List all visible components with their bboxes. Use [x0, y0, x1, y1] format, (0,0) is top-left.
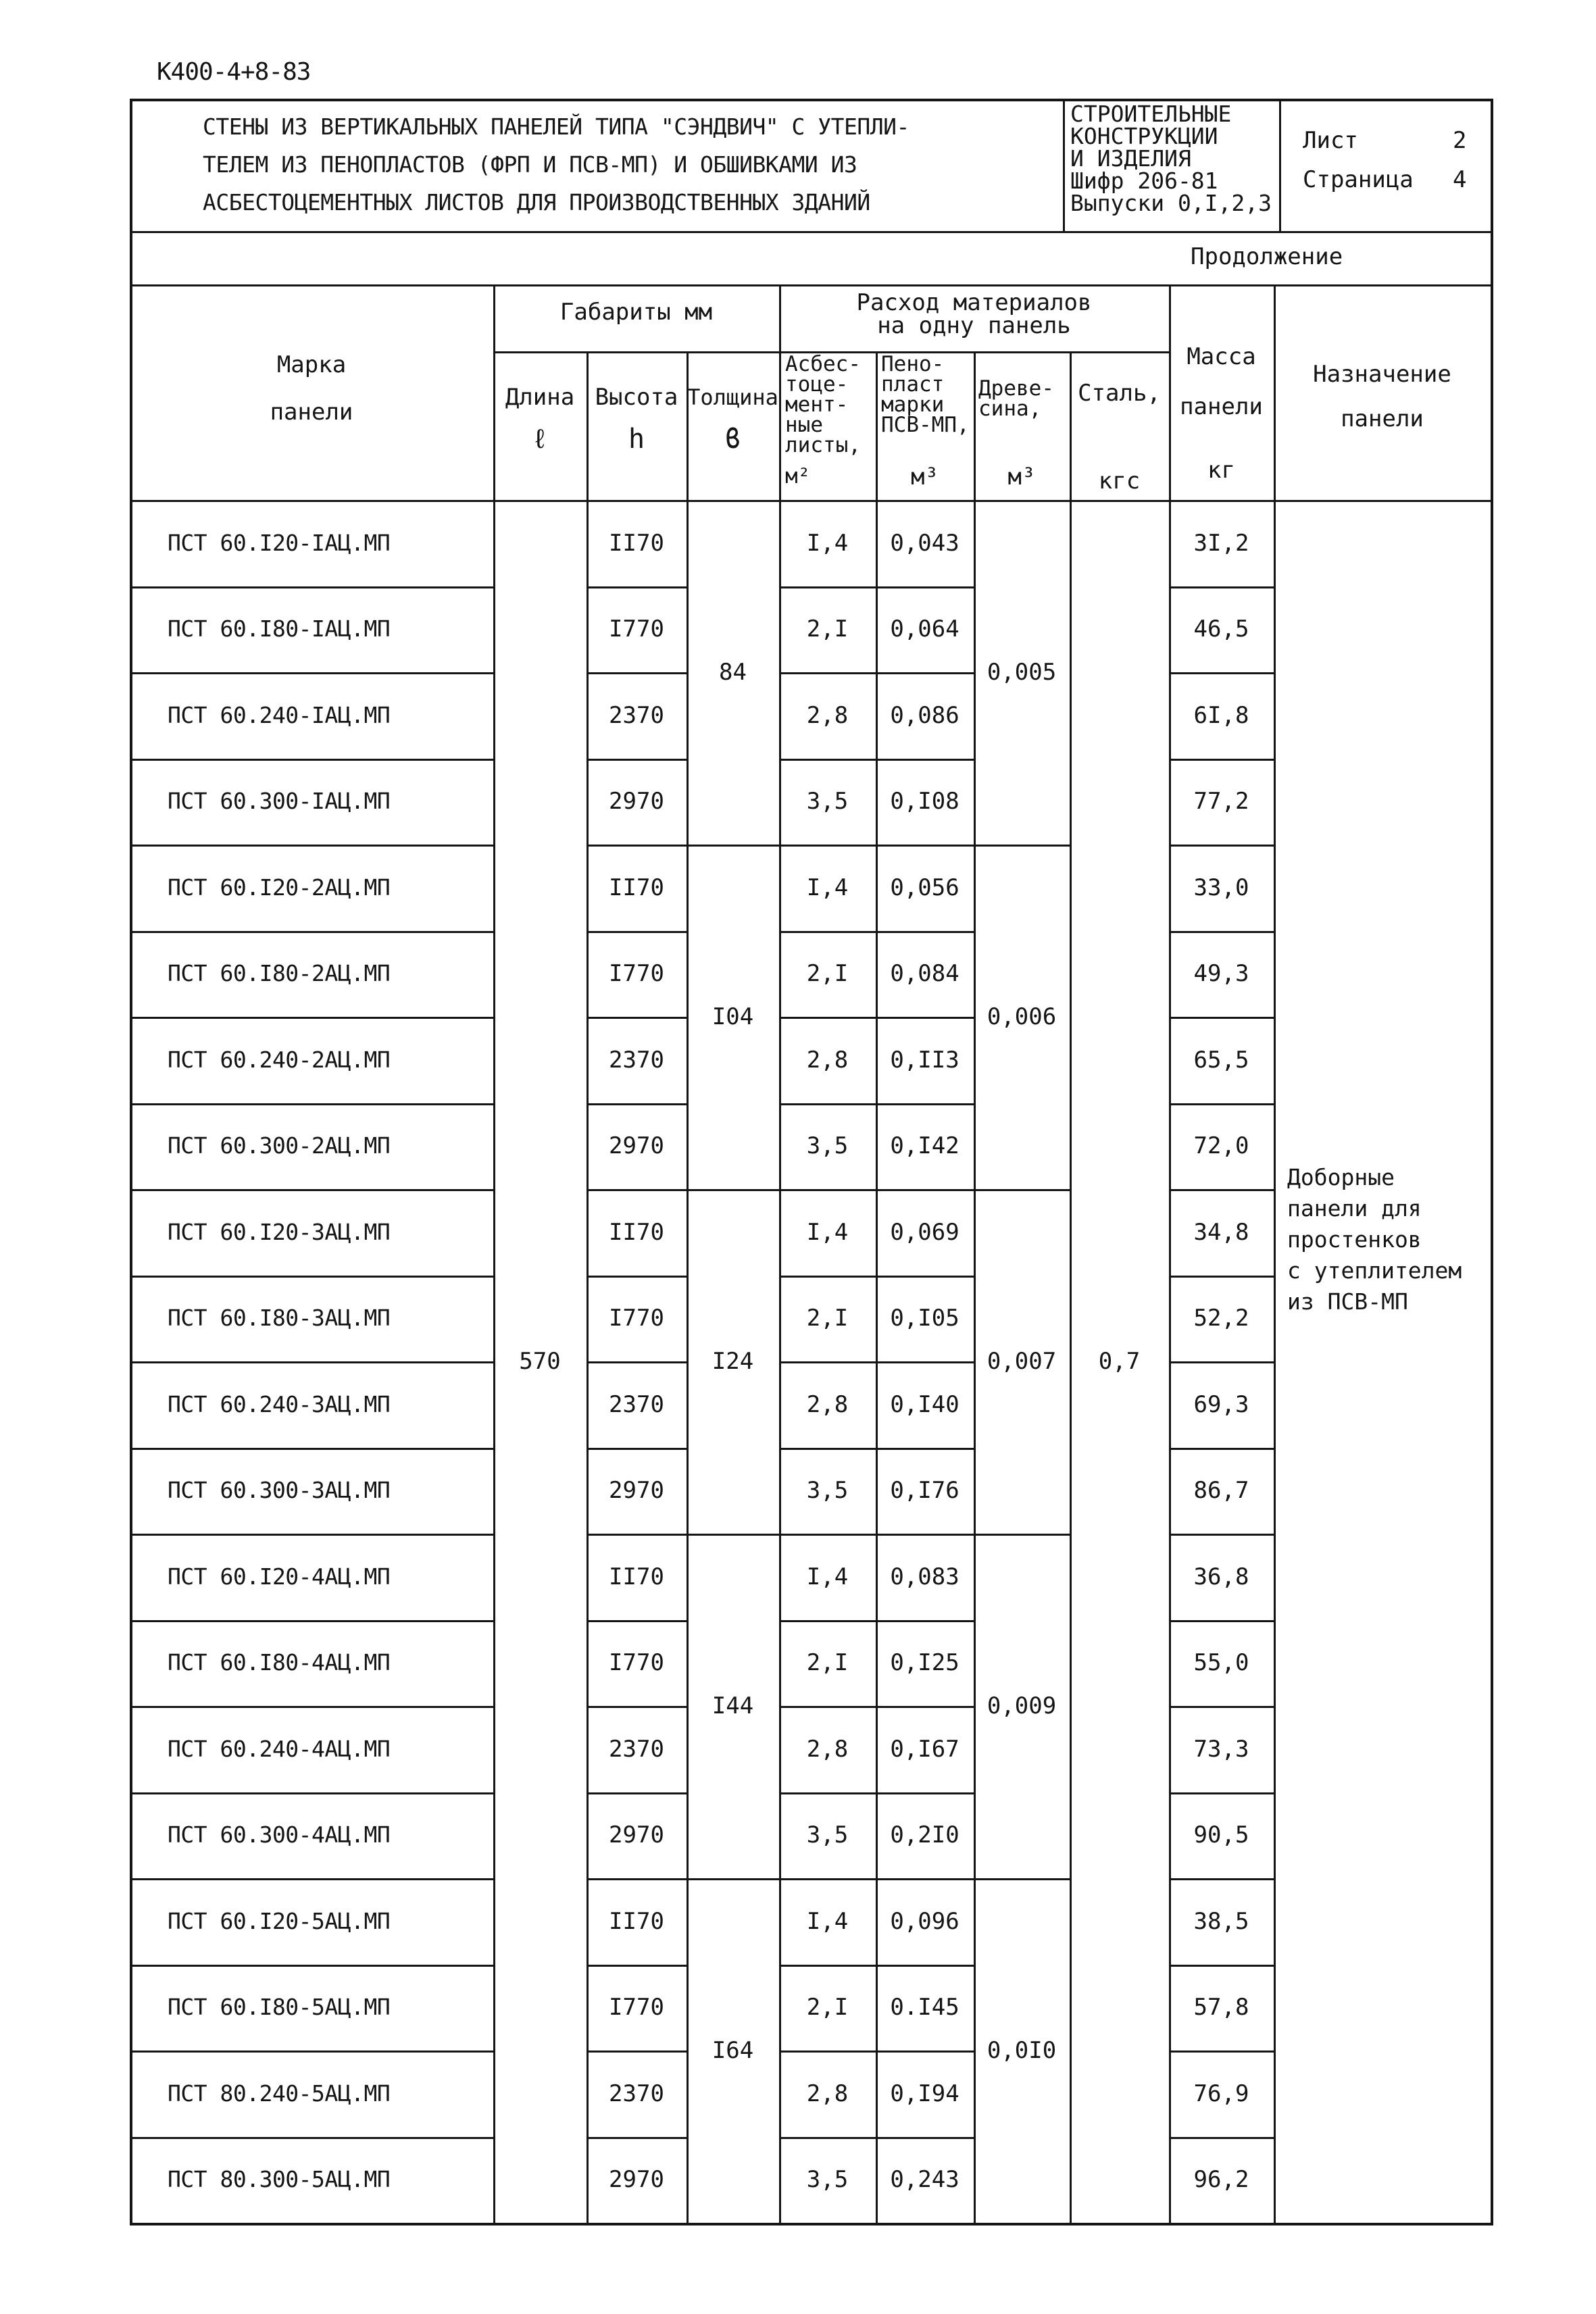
header-length-symbol: ℓ: [531, 424, 548, 455]
row-line: [1169, 672, 1274, 674]
panel-height: I770: [609, 960, 664, 987]
panel-foam: 0,043: [890, 530, 959, 557]
row-line: [1169, 1965, 1274, 1967]
row-line: [130, 1792, 493, 1794]
panel-height: I770: [609, 1994, 664, 2021]
panel-mark: ПСТ 60.I20-IАЦ.МП: [168, 530, 391, 556]
panel-height: 2970: [609, 1821, 664, 1848]
panel-mass: 46,5: [1193, 615, 1249, 643]
panel-foam: 0,056: [890, 874, 959, 901]
panel-foam: 0,I76: [890, 1477, 959, 1504]
panel-foam: 0,II3: [890, 1047, 959, 1074]
row-line: [587, 1448, 687, 1450]
row-line: [587, 1017, 687, 1019]
panel-mark: ПСТ 80.300-5АЦ.МП: [168, 2166, 391, 2192]
row-line: [130, 1103, 493, 1105]
row-line: [587, 1965, 687, 1967]
header-asbestos-unit: м²: [785, 464, 811, 488]
row-line: [587, 586, 687, 588]
row-line: [779, 845, 974, 847]
panel-foam: 0,083: [890, 1563, 959, 1590]
series-line: Шифр 206-81: [1070, 168, 1218, 194]
panel-purpose: простенков: [1287, 1226, 1422, 1253]
row-line: [130, 672, 493, 674]
title-line: СТЕНЫ ИЗ ВЕРТИКАЛЬНЫХ ПАНЕЛЕЙ ТИПА "СЭНДВИЧ" С УТЕПЛИ-: [203, 114, 909, 140]
panel-mark: ПСТ 60.I80-3АЦ.МП: [168, 1305, 391, 1331]
row-line: [779, 2137, 974, 2139]
header-asbestos: мент-: [785, 393, 849, 417]
row-line: [587, 1534, 687, 1536]
row-line: [1169, 1361, 1274, 1363]
panel-mass: 33,0: [1193, 874, 1249, 901]
panel-asbestos: 2,8: [806, 2080, 849, 2107]
header-height: Высота: [595, 384, 678, 411]
panel-asbestos: 3,5: [806, 788, 849, 815]
panel-foam: 0.I45: [890, 1994, 959, 2021]
row-line: [779, 1965, 974, 1967]
row-line: [779, 759, 974, 761]
panel-height: I770: [609, 615, 664, 643]
row-line: [130, 586, 493, 588]
row-line: [587, 1103, 687, 1105]
header-mass-unit: кг: [1207, 457, 1235, 484]
panel-mass: 86,7: [1193, 1477, 1249, 1504]
panel-asbestos: 2,I: [806, 960, 849, 987]
group-line: [974, 1878, 1070, 1880]
row-line: [779, 2051, 974, 2053]
column-line: [493, 284, 495, 2223]
panel-mass: 77,2: [1193, 788, 1249, 815]
header-height-symbol: h: [628, 424, 645, 455]
panel-mark: ПСТ 60.I80-2АЦ.МП: [168, 960, 391, 986]
panel-mark: ПСТ 80.240-5АЦ.МП: [168, 2080, 391, 2107]
row-line: [130, 1361, 493, 1363]
row-line: [1169, 1534, 1274, 1536]
panel-asbestos: 2,8: [806, 1047, 849, 1074]
header-mark: Марка: [276, 351, 347, 378]
header-materials: Расход материалов: [856, 289, 1092, 316]
panel-purpose: Доборные: [1287, 1164, 1395, 1190]
row-line: [587, 1706, 687, 1708]
header-foam: марки: [881, 393, 945, 417]
group-line: [974, 845, 1070, 847]
panel-mark: ПСТ 60.240-IАЦ.МП: [168, 702, 391, 728]
row-line: [587, 1189, 687, 1191]
panel-height: II70: [609, 530, 664, 557]
panel-foam: 0,096: [890, 1908, 959, 1935]
panel-foam: 0,I05: [890, 1305, 959, 1332]
panel-length: 570: [519, 1348, 561, 1375]
panel-mass: 90,5: [1193, 1821, 1249, 1848]
panel-mark: ПСТ 60.300-4АЦ.МП: [168, 1821, 391, 1848]
panel-height: 2370: [609, 2080, 664, 2107]
panel-asbestos: 2,8: [806, 702, 849, 729]
row-line: [779, 1706, 974, 1708]
row-line: [130, 1448, 493, 1450]
row-line: [130, 1620, 493, 1622]
panel-asbestos: 2,I: [806, 1994, 849, 2021]
panel-height: II70: [609, 874, 664, 901]
group-wood: 0,007: [987, 1348, 1057, 1375]
series-line: И ИЗДЕЛИЯ: [1070, 145, 1191, 172]
header-asbestos: листы,: [785, 433, 861, 457]
panel-mass: 69,3: [1193, 1391, 1249, 1418]
panel-mark: ПСТ 60.240-4АЦ.МП: [168, 1736, 391, 1762]
column-line: [974, 351, 976, 2223]
header-mark: панели: [270, 399, 353, 426]
panel-foam: 0,069: [890, 1219, 959, 1246]
group-wood: 0,005: [987, 659, 1057, 686]
panel-mass: 72,0: [1193, 1132, 1249, 1159]
panel-height: II70: [609, 1219, 664, 1246]
panel-asbestos: 2,8: [806, 1391, 849, 1418]
header-wood: Древе-: [978, 376, 1054, 401]
row-line: [779, 1361, 974, 1363]
row-line: [130, 2051, 493, 2053]
row-line: [130, 759, 493, 761]
panel-foam: 0,I94: [890, 2080, 959, 2107]
panel-mark: ПСТ 60.300-3АЦ.МП: [168, 1477, 391, 1503]
panel-asbestos: 3,5: [806, 1477, 849, 1504]
row-line: [1169, 1448, 1274, 1450]
group-wood: 0,006: [987, 1003, 1057, 1030]
header-foam: ПСВ-МП,: [881, 413, 970, 437]
panel-asbestos: 3,5: [806, 2166, 849, 2193]
group-line: [687, 1534, 779, 1536]
panel-asbestos: 3,5: [806, 1821, 849, 1848]
group-thickness: I24: [712, 1348, 754, 1375]
panel-mark: ПСТ 60.I80-4АЦ.МП: [168, 1649, 391, 1676]
panel-foam: 0,086: [890, 702, 959, 729]
panel-foam: 0,2I0: [890, 1821, 959, 1848]
panel-mark: ПСТ 60.240-3АЦ.МП: [168, 1391, 391, 1417]
document-code: К400-4+8-83: [157, 58, 311, 86]
panel-asbestos: 2,8: [806, 1736, 849, 1763]
panel-mass: 3I,2: [1193, 530, 1249, 557]
row-line: [130, 1965, 493, 1967]
panel-mass: 49,3: [1193, 960, 1249, 987]
group-thickness: I64: [712, 2037, 754, 2064]
row-line: [1169, 1620, 1274, 1622]
series-line: Выпуски 0,I,2,3: [1070, 190, 1272, 216]
row-line: [1169, 759, 1274, 761]
panel-mass: 36,8: [1193, 1563, 1249, 1590]
row-line: [587, 1276, 687, 1278]
header-purpose: Назначение: [1313, 361, 1451, 388]
panel-foam: 0,I40: [890, 1391, 959, 1418]
panel-purpose: панели для: [1287, 1195, 1422, 1222]
series-line: КОНСТРУКЦИИ: [1070, 123, 1218, 149]
panel-height: 2970: [609, 788, 664, 815]
panel-height: 2370: [609, 1736, 664, 1763]
row-line: [130, 1706, 493, 1708]
row-line: [587, 2051, 687, 2053]
panel-height: 2970: [609, 1132, 664, 1159]
group-wood: 0,0I0: [987, 2037, 1057, 2064]
header-length: Длина: [505, 384, 575, 411]
header-wood-unit: м³: [1007, 463, 1036, 491]
panel-height: II70: [609, 1908, 664, 1935]
column-line: [1070, 351, 1072, 2223]
panel-purpose: из ПСВ-МП: [1287, 1288, 1408, 1315]
panel-asbestos: I,4: [806, 530, 849, 557]
header-dimensions: Габариты мм: [559, 299, 713, 326]
row-line: [587, 1361, 687, 1363]
group-line: [974, 1189, 1070, 1191]
row-line: [130, 931, 493, 933]
row-line: [1169, 1878, 1274, 1880]
row-line: [587, 1792, 687, 1794]
panel-asbestos: I,4: [806, 1563, 849, 1590]
row-line: [1169, 1189, 1274, 1191]
panel-mark: ПСТ 60.I80-IАЦ.МП: [168, 615, 391, 642]
row-line: [130, 845, 493, 847]
row-line: [779, 672, 974, 674]
header-bottom-line: [130, 500, 1491, 502]
sheet-number: 2: [1453, 127, 1467, 154]
column-line: [1274, 284, 1276, 2223]
panel-height: 2970: [609, 2166, 664, 2193]
panel-asbestos: 2,I: [806, 1649, 849, 1676]
row-line: [779, 931, 974, 933]
panel-mass: 6I,8: [1193, 702, 1249, 729]
column-line: [687, 351, 689, 2223]
sheet-label: Лист: [1303, 127, 1358, 154]
title-line: АСБЕСТОЦЕМЕНТНЫХ ЛИСТОВ ДЛЯ ПРОИЗВОДСТВЕННЫХ ЗДАНИЙ: [203, 189, 870, 216]
panel-foam: 0,I25: [890, 1649, 959, 1676]
row-line: [587, 672, 687, 674]
title-block-divider: [1063, 99, 1065, 231]
row-line: [1169, 1017, 1274, 1019]
header-top-line: [130, 284, 1491, 286]
row-line: [1169, 931, 1274, 933]
row-line: [1169, 1276, 1274, 1278]
panel-asbestos: 2,I: [806, 615, 849, 643]
group-line: [974, 1534, 1070, 1536]
panel-foam: 0,064: [890, 615, 959, 643]
row-line: [779, 1103, 974, 1105]
panel-foam: 0,I08: [890, 788, 959, 815]
row-line: [779, 1792, 974, 1794]
title-block-bottom-line: [130, 231, 1491, 233]
row-line: [587, 759, 687, 761]
header-mass: панели: [1180, 393, 1263, 420]
header-wood: сина,: [978, 397, 1042, 421]
panel-mark: ПСТ 60.300-2АЦ.МП: [168, 1132, 391, 1159]
row-line: [1169, 845, 1274, 847]
panel-mass: 65,5: [1193, 1047, 1249, 1074]
row-line: [130, 1276, 493, 1278]
page-label: Страница: [1303, 166, 1414, 193]
panel-mark: ПСТ 60.I20-4АЦ.МП: [168, 1563, 391, 1590]
panel-mark: ПСТ 60.I20-3АЦ.МП: [168, 1219, 391, 1245]
panel-mass: 73,3: [1193, 1736, 1249, 1763]
row-line: [1169, 1792, 1274, 1794]
panel-mark: ПСТ 60.I80-5АЦ.МП: [168, 1994, 391, 2020]
panel-steel: 0,7: [1098, 1348, 1141, 1375]
row-line: [587, 931, 687, 933]
header-materials: на одну панель: [877, 312, 1071, 339]
page-number: 4: [1453, 166, 1467, 193]
panel-height: I770: [609, 1649, 664, 1676]
panel-mass: 76,9: [1193, 2080, 1249, 2107]
row-line: [779, 1017, 974, 1019]
row-line: [130, 1017, 493, 1019]
panel-foam: 0,084: [890, 960, 959, 987]
panel-height: 2370: [609, 1391, 664, 1418]
header-thickness-symbol: ϐ: [724, 424, 741, 455]
group-thickness: I44: [712, 1692, 754, 1719]
row-line: [1169, 2137, 1274, 2139]
panel-height: I770: [609, 1305, 664, 1332]
title-line: ТЕЛЕМ ИЗ ПЕНОПЛАСТОВ (ФРП И ПСВ-МП) И ОБШИВКАМИ ИЗ: [203, 151, 857, 178]
panel-height: 2370: [609, 702, 664, 729]
row-line: [1169, 1706, 1274, 1708]
panel-mass: 96,2: [1193, 2166, 1249, 2193]
row-line: [779, 1878, 974, 1880]
header-steel-unit: кгс: [1098, 468, 1141, 495]
panel-foam: 0,I42: [890, 1132, 959, 1159]
panel-mass: 57,8: [1193, 1994, 1249, 2021]
group-line: [687, 1189, 779, 1191]
panel-asbestos: 2,I: [806, 1305, 849, 1332]
row-line: [587, 1878, 687, 1880]
row-line: [1169, 2051, 1274, 2053]
title-block-divider: [1279, 99, 1281, 231]
row-line: [130, 1878, 493, 1880]
series-line: СТРОИТЕЛЬНЫЕ: [1070, 101, 1232, 127]
header-steel: Сталь,: [1078, 380, 1161, 407]
group-line: [687, 1878, 779, 1880]
panel-mark: ПСТ 60.I20-2АЦ.МП: [168, 874, 391, 901]
header-asbestos: Асбес-: [785, 352, 861, 376]
panel-mass: 38,5: [1193, 1908, 1249, 1935]
header-thickness: Толщина: [687, 384, 778, 410]
row-line: [130, 1534, 493, 1536]
row-line: [779, 1448, 974, 1450]
panel-mass: 34,8: [1193, 1219, 1249, 1246]
header-foam: пласт: [881, 372, 945, 397]
panel-asbestos: I,4: [806, 1908, 849, 1935]
group-wood: 0,009: [987, 1692, 1057, 1719]
panel-mass: 52,2: [1193, 1305, 1249, 1332]
panel-height: 2970: [609, 1477, 664, 1504]
row-line: [587, 1620, 687, 1622]
group-thickness: I04: [712, 1003, 754, 1030]
row-line: [1169, 586, 1274, 588]
panel-height: 2370: [609, 1047, 664, 1074]
continuation-label: Продолжение: [1191, 243, 1343, 270]
header-asbestos: ные: [785, 413, 823, 437]
panel-height: II70: [609, 1563, 664, 1590]
row-line: [779, 1534, 974, 1536]
panel-mark: ПСТ 60.240-2АЦ.МП: [168, 1047, 391, 1073]
header-foam-unit: м³: [911, 463, 939, 491]
row-line: [587, 2137, 687, 2139]
panel-foam: 0,243: [890, 2166, 959, 2193]
header-mass: Масса: [1187, 343, 1256, 370]
panel-mark: ПСТ 60.I20-5АЦ.МП: [168, 1908, 391, 1934]
row-line: [779, 1189, 974, 1191]
row-line: [779, 1276, 974, 1278]
row-line: [779, 586, 974, 588]
panel-purpose: с утеплителем: [1287, 1257, 1462, 1284]
header-purpose: панели: [1341, 405, 1424, 432]
row-line: [779, 1620, 974, 1622]
header-asbestos: тоце-: [785, 372, 849, 397]
row-line: [1169, 1103, 1274, 1105]
panel-foam: 0,I67: [890, 1736, 959, 1763]
panel-mass: 55,0: [1193, 1649, 1249, 1676]
group-line: [687, 845, 779, 847]
row-line: [130, 1189, 493, 1191]
row-line: [130, 2137, 493, 2139]
panel-asbestos: I,4: [806, 874, 849, 901]
header-foam: Пено-: [881, 352, 945, 376]
group-thickness: 84: [719, 659, 747, 686]
panel-asbestos: I,4: [806, 1219, 849, 1246]
panel-mark: ПСТ 60.300-IАЦ.МП: [168, 788, 391, 814]
row-line: [587, 845, 687, 847]
panel-asbestos: 3,5: [806, 1132, 849, 1159]
